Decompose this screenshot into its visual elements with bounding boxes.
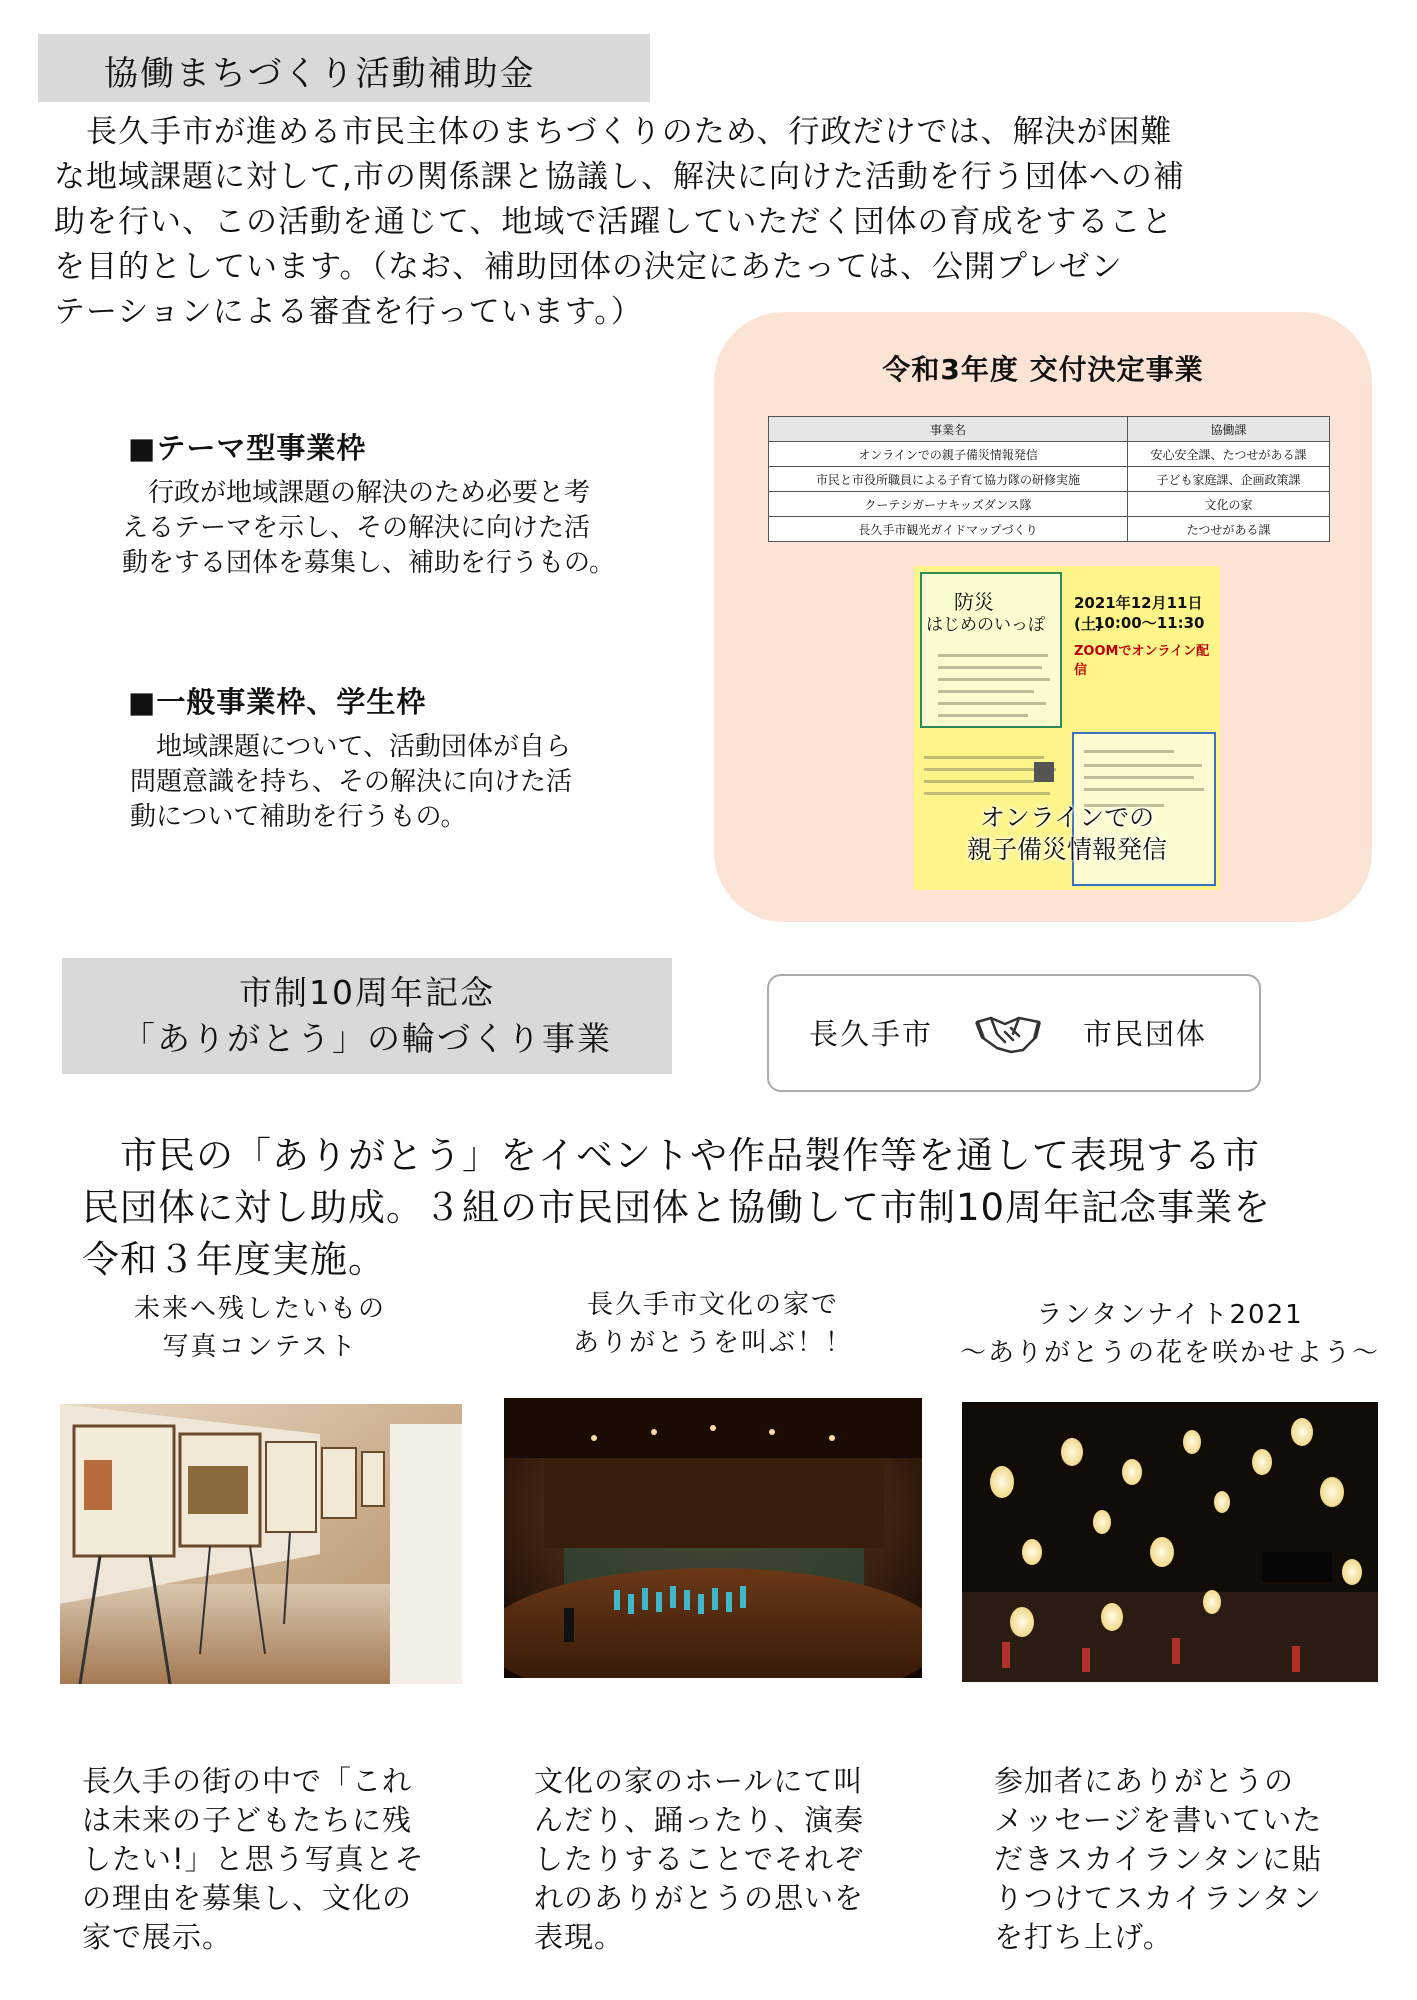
table-cell: たつせがある課: [1128, 517, 1330, 542]
flyer-caption-line: オンラインでの: [979, 803, 1155, 832]
flyer-zoom: ZOOMでオンライン配信: [1074, 644, 1210, 678]
partner-city: 長久手市: [809, 1017, 934, 1051]
photo-exhibition-image: [60, 1404, 462, 1684]
section1-intro: [54, 110, 1294, 335]
event-title: [950, 1296, 1390, 1372]
flyer-title: 防災: [954, 590, 994, 614]
section2-title-line: 市制10周年記念: [239, 973, 495, 1012]
general-body: [130, 730, 572, 835]
sky-lantern-image: [962, 1402, 1378, 1682]
event-desc-line: メッセージを書いていた: [994, 1803, 1323, 1837]
section2-title-line: 「ありがとう」の輪づくり事業: [122, 1019, 612, 1058]
partner-citizen-groups: 市民団体: [1083, 1017, 1208, 1051]
general-line: 動について補助を行うもの。: [130, 802, 467, 832]
event-desc-line: 家で展示。: [82, 1920, 233, 1954]
event-desc-line: れのありがとうの思いを: [534, 1881, 865, 1915]
section2-line: 民団体に対し助成。３組の市民団体と協働して市制10周年記念事業を: [82, 1186, 1272, 1229]
event-title-line: ランタンナイト2021: [1036, 1300, 1304, 1330]
event-desc-line: したい!」と思う写真とそ: [82, 1842, 425, 1876]
event-description: [534, 1762, 864, 1957]
intro-line: 助を行い、この活動を通じて、地域で活躍していただく団体の育成をすること: [54, 204, 1174, 240]
table-cell: 市民と市役所職員による子育て協力隊の研修実施: [769, 467, 1128, 492]
section1-title: 協働まちづくり活動補助金: [38, 34, 650, 102]
event-desc-line: だきスカイランタンに貼: [994, 1842, 1322, 1876]
event-title-line: 長久手市文化の家で: [586, 1290, 839, 1320]
event-desc-line: 参加者にありがとうの: [994, 1764, 1295, 1798]
flyer-time: 10:00～11:30: [1094, 614, 1205, 632]
table-row: [769, 467, 1330, 492]
section2-body: [82, 1130, 1352, 1286]
qr-code-icon: [1034, 762, 1054, 782]
event-desc-line: りつけてスカイランタン: [994, 1881, 1322, 1915]
event-desc-line: の理由を募集し、文化の: [82, 1881, 413, 1915]
intro-line: 長久手市が進める市民主体のまちづくりのため、行政だけでは、解決が困難: [54, 114, 1173, 150]
grant-panel: [714, 312, 1372, 922]
section2-line: 市民の「ありがとう」をイベントや作品製作等を通して表現する市: [82, 1134, 1260, 1177]
table-row: [769, 517, 1330, 542]
flyer-subtitle: はじめのいっぽ: [926, 615, 1045, 635]
table-row: [769, 442, 1330, 467]
event-title-line: 写真コンテスト: [162, 1332, 358, 1362]
flyer-date: 2021年12月11日(土): [1074, 594, 1203, 633]
panel-title: 令和3年度 交付決定事業: [882, 353, 1204, 386]
event-title: [504, 1286, 922, 1362]
table-cell: 安心安全課、たつせがある課: [1128, 442, 1330, 467]
table-cell: 子ども家庭課、企画政策課: [1128, 467, 1330, 492]
section2-title: [62, 958, 672, 1074]
theme-heading: ■テーマ型事業枠: [128, 431, 367, 465]
theme-body: [122, 476, 615, 581]
event-title: [60, 1290, 460, 1366]
table-cell: 長久手市観光ガイドマップづくり: [769, 517, 1128, 542]
event-title-line: ～ありがとうの花を咲かせよう～: [959, 1338, 1380, 1368]
flyer-caption: [914, 802, 1220, 866]
table-cell: クーテシガーナキッズダンス隊: [769, 492, 1128, 517]
general-line: 地域課題について、活動団体が自ら: [130, 732, 571, 762]
table-header: 協働課: [1128, 417, 1330, 442]
table-header: 事業名: [769, 417, 1128, 442]
projects-table: [768, 416, 1330, 542]
event-description: [994, 1762, 1322, 1957]
section2-line: 令和３年度実施。: [82, 1238, 386, 1281]
intro-line: を目的としています。（なお、補助団体の決定にあたっては、公開プレゼン: [54, 249, 1123, 285]
intro-line: テーションによる審査を行っています。）: [54, 294, 643, 330]
general-heading: ■一般事業枠、学生枠: [128, 685, 427, 719]
partnership-box: [767, 974, 1261, 1092]
event-desc-line: んだり、踊ったり、演奏: [534, 1803, 865, 1837]
event-desc-line: を打ち上げ。: [994, 1920, 1173, 1954]
general-line: 問題意識を持ち、その解決に向けた活: [130, 767, 573, 797]
event-flyer-image: [914, 566, 1220, 890]
concert-hall-image: [504, 1398, 922, 1678]
theme-line: えるテーマを示し、その解決に向けた活: [122, 513, 591, 543]
table-row: [769, 492, 1330, 517]
table-cell: オンラインでの親子備災情報発信: [769, 442, 1128, 467]
event-description: [82, 1762, 425, 1957]
table-header-row: [769, 417, 1330, 442]
event-title-line: ありがとうを叫ぶ！！: [572, 1328, 853, 1358]
event-title-line: 未来へ残したいもの: [133, 1294, 386, 1324]
handshake-icon: [975, 1012, 1041, 1060]
event-desc-line: は未来の子どもたちに残: [82, 1803, 413, 1837]
flyer-caption-line: 親子備災情報発信: [966, 835, 1167, 864]
event-desc-line: 表現。: [534, 1920, 625, 1954]
event-desc-line: 長久手の街の中で「これ: [82, 1764, 413, 1798]
theme-line: 行政が地域課題の解決のため必要と考: [122, 478, 591, 508]
intro-line: な地域課題に対して,市の関係課と協議し、解決に向けた活動を行う団体への補: [54, 159, 1185, 195]
table-cell: 文化の家: [1128, 492, 1330, 517]
theme-line: 動をする団体を募集し、補助を行うもの。: [122, 548, 615, 578]
event-desc-line: したりすることでそれぞ: [534, 1842, 865, 1876]
event-desc-line: 文化の家のホールにて叫: [534, 1764, 864, 1798]
